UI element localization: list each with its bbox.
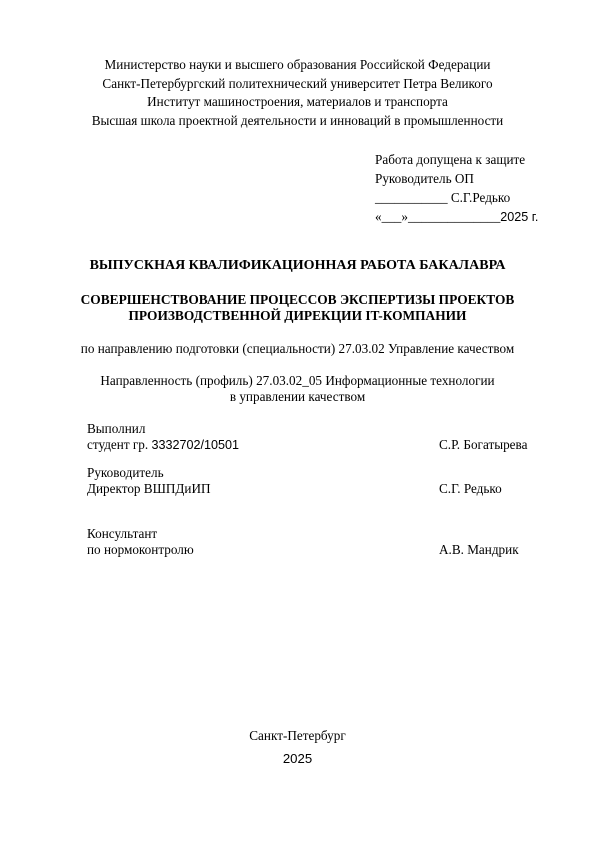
topic-title-line-2: ПРОИЗВОДСТВЕННОЙ ДИРЕКЦИИ IT-КОМПАНИИ [128, 308, 467, 323]
ministry-line: Министерство науки и высшего образования Российской Федерации [104, 57, 491, 72]
performer-role-prefix: студент гр. [87, 437, 152, 452]
performer-group: 3332702/10501 [151, 438, 240, 452]
approval-signature-line: ___________ С.Г.Редько [375, 190, 511, 205]
performer-name: С.Р. Богатырева [439, 437, 528, 452]
supervisor-role: Директор ВШПДиИП [87, 481, 211, 496]
consultant-block [87, 526, 557, 558]
supervisor-row [87, 481, 557, 497]
topic-title-line-1: СОВЕРШЕНСТВОВАНИЕ ПРОЦЕССОВ ЭКСПЕРТИЗЫ ПРОЕКТОВ [80, 292, 515, 307]
profile-line-2: в управлении качеством [229, 389, 366, 404]
consultant-role: по нормоконтролю [87, 542, 194, 557]
direction-line: по направлению подготовки (специальности) 27.03.02 Управление качеством [80, 341, 515, 356]
consultant-row [87, 542, 557, 558]
footer-year: 2025 [282, 751, 313, 766]
footer-city: Санкт-Петербург [249, 728, 346, 743]
consultant-label: Консультант [87, 526, 158, 541]
institute-line: Институт машиностроения, материалов и транспорта [147, 94, 448, 109]
supervisor-name: С.Г. Редько [439, 481, 502, 496]
approval-date-line [375, 207, 538, 227]
work-type-title: ВЫПУСКНАЯ КВАЛИФИКАЦИОННАЯ РАБОТА БАКАЛАВРА [89, 258, 506, 273]
supervisor-block [87, 465, 557, 497]
approval-date-prefix: «___»______________ [375, 209, 501, 224]
university-line: Санкт-Петербургский политехнический университет Петра Великого [102, 76, 493, 91]
school-line: Высшая школа проектной деятельности и инноваций в промышленности [91, 113, 504, 128]
approval-block [375, 150, 538, 227]
performer-role [87, 437, 239, 453]
approval-date-year: 2025 г. [500, 210, 539, 224]
performer-label: Выполнил [87, 421, 146, 436]
approval-line: Работа допущена к защите [375, 152, 526, 167]
supervisor-label: Руководитель [87, 465, 164, 480]
approval-head-line: Руководитель ОП [375, 171, 474, 186]
performer-row [87, 437, 557, 453]
consultant-name: А.В. Мандрик [439, 542, 519, 557]
performer-block [87, 421, 557, 453]
profile-line-1: Направленность (профиль) 27.03.02_05 Информационные технологии [100, 373, 495, 388]
